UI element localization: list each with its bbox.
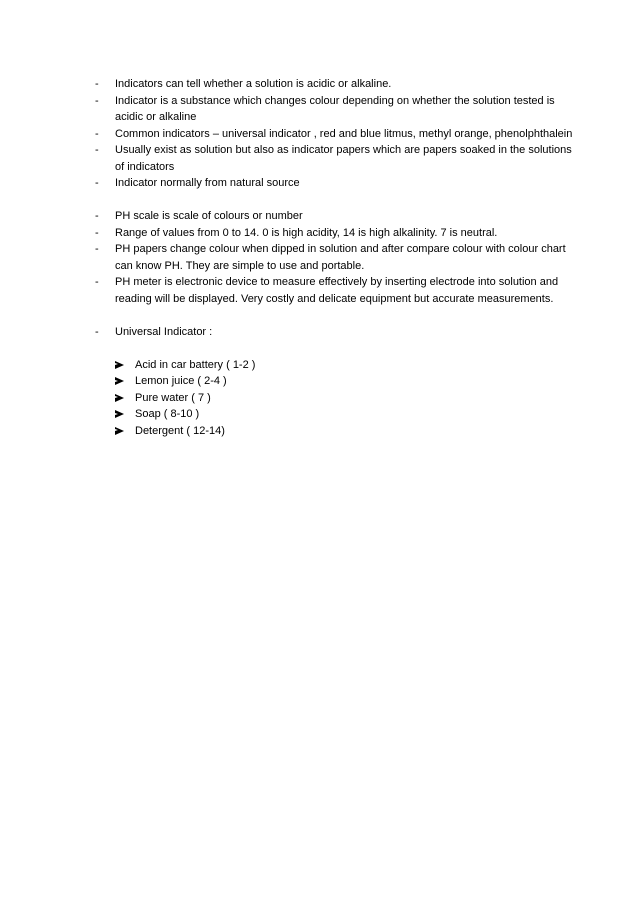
bullet-dash: - [95,127,99,140]
paragraph-gap [95,340,575,357]
bullet-text: Range of values from 0 to 14. 0 is high acidity, 14 is high alkalinity. 7 is neutral. [115,226,498,239]
arrow-bullet-icon [115,394,124,402]
bullet-item [95,142,575,175]
bullet-dash: - [95,226,99,239]
ph-examples-list [115,357,575,440]
bullet-dash: - [95,276,99,288]
bullet-item [95,126,575,143]
bullet-item [95,274,575,307]
arrow-bullet-icon [115,410,124,418]
list-item-text: Detergent ( 12-14) [135,424,225,437]
bullet-text: Common indicators – universal indicator , red and blue litmus, methyl orange, phenolphthalein [115,127,573,140]
bullet-text: Indicator is a substance which changes colour depending on whether the solution tested is acidic or alkaline [115,94,555,123]
list-item-text: Pure water ( 7 ) [135,391,211,404]
bullet-item [95,175,575,192]
list-item-text: Lemon juice ( 2-4 ) [135,375,227,387]
bullet-dash: - [95,78,99,90]
arrow-bullet-icon [115,361,124,369]
arrow-bullet-icon [115,377,124,385]
bullet-text: PH scale is scale of colours or number [115,210,303,222]
bullet-item [95,93,575,126]
paragraph-gap [95,307,575,324]
universal-indicator-heading: Universal Indicator : [115,325,213,338]
bullet-text: Usually exist as solution but also as indicator papers which are papers soaked in the solutions of indicators [115,144,572,173]
list-item-text: Acid in car battery ( 1-2 ) [135,358,256,371]
bullet-dash: - [95,177,99,189]
bullet-item [95,76,575,93]
bullet-dash: - [95,144,99,156]
bullet-dash: - [95,325,99,338]
list-item [115,423,575,440]
paragraph-gap [95,192,575,209]
list-item [115,373,575,390]
bullet-dash: - [95,210,99,222]
bullet-dash: - [95,94,99,107]
bullet-text: Indicator normally from natural source [115,177,300,189]
bullet-item [95,208,575,225]
arrow-bullet-icon [115,427,124,435]
list-item [115,406,575,423]
bullet-item [95,225,575,242]
bullet-text: PH papers change colour when dipped in solution and after compare colour with colour chart can know PH. They are simple to use and portable. [115,243,566,272]
bullet-dash: - [95,243,99,255]
bullet-item [95,324,575,341]
bullet-text: Indicators can tell whether a solution is acidic or alkaline. [115,78,392,90]
list-item-text: Soap ( 8-10 ) [135,408,200,420]
list-item [115,390,575,407]
bullet-item [95,241,575,274]
list-item [115,357,575,374]
bullet-text: PH meter is electronic device to measure effectively by inserting electrode into solution and reading will be displayed. Very costly and delicate equipment but accurate measurements. [115,276,559,305]
document-content [95,76,575,439]
